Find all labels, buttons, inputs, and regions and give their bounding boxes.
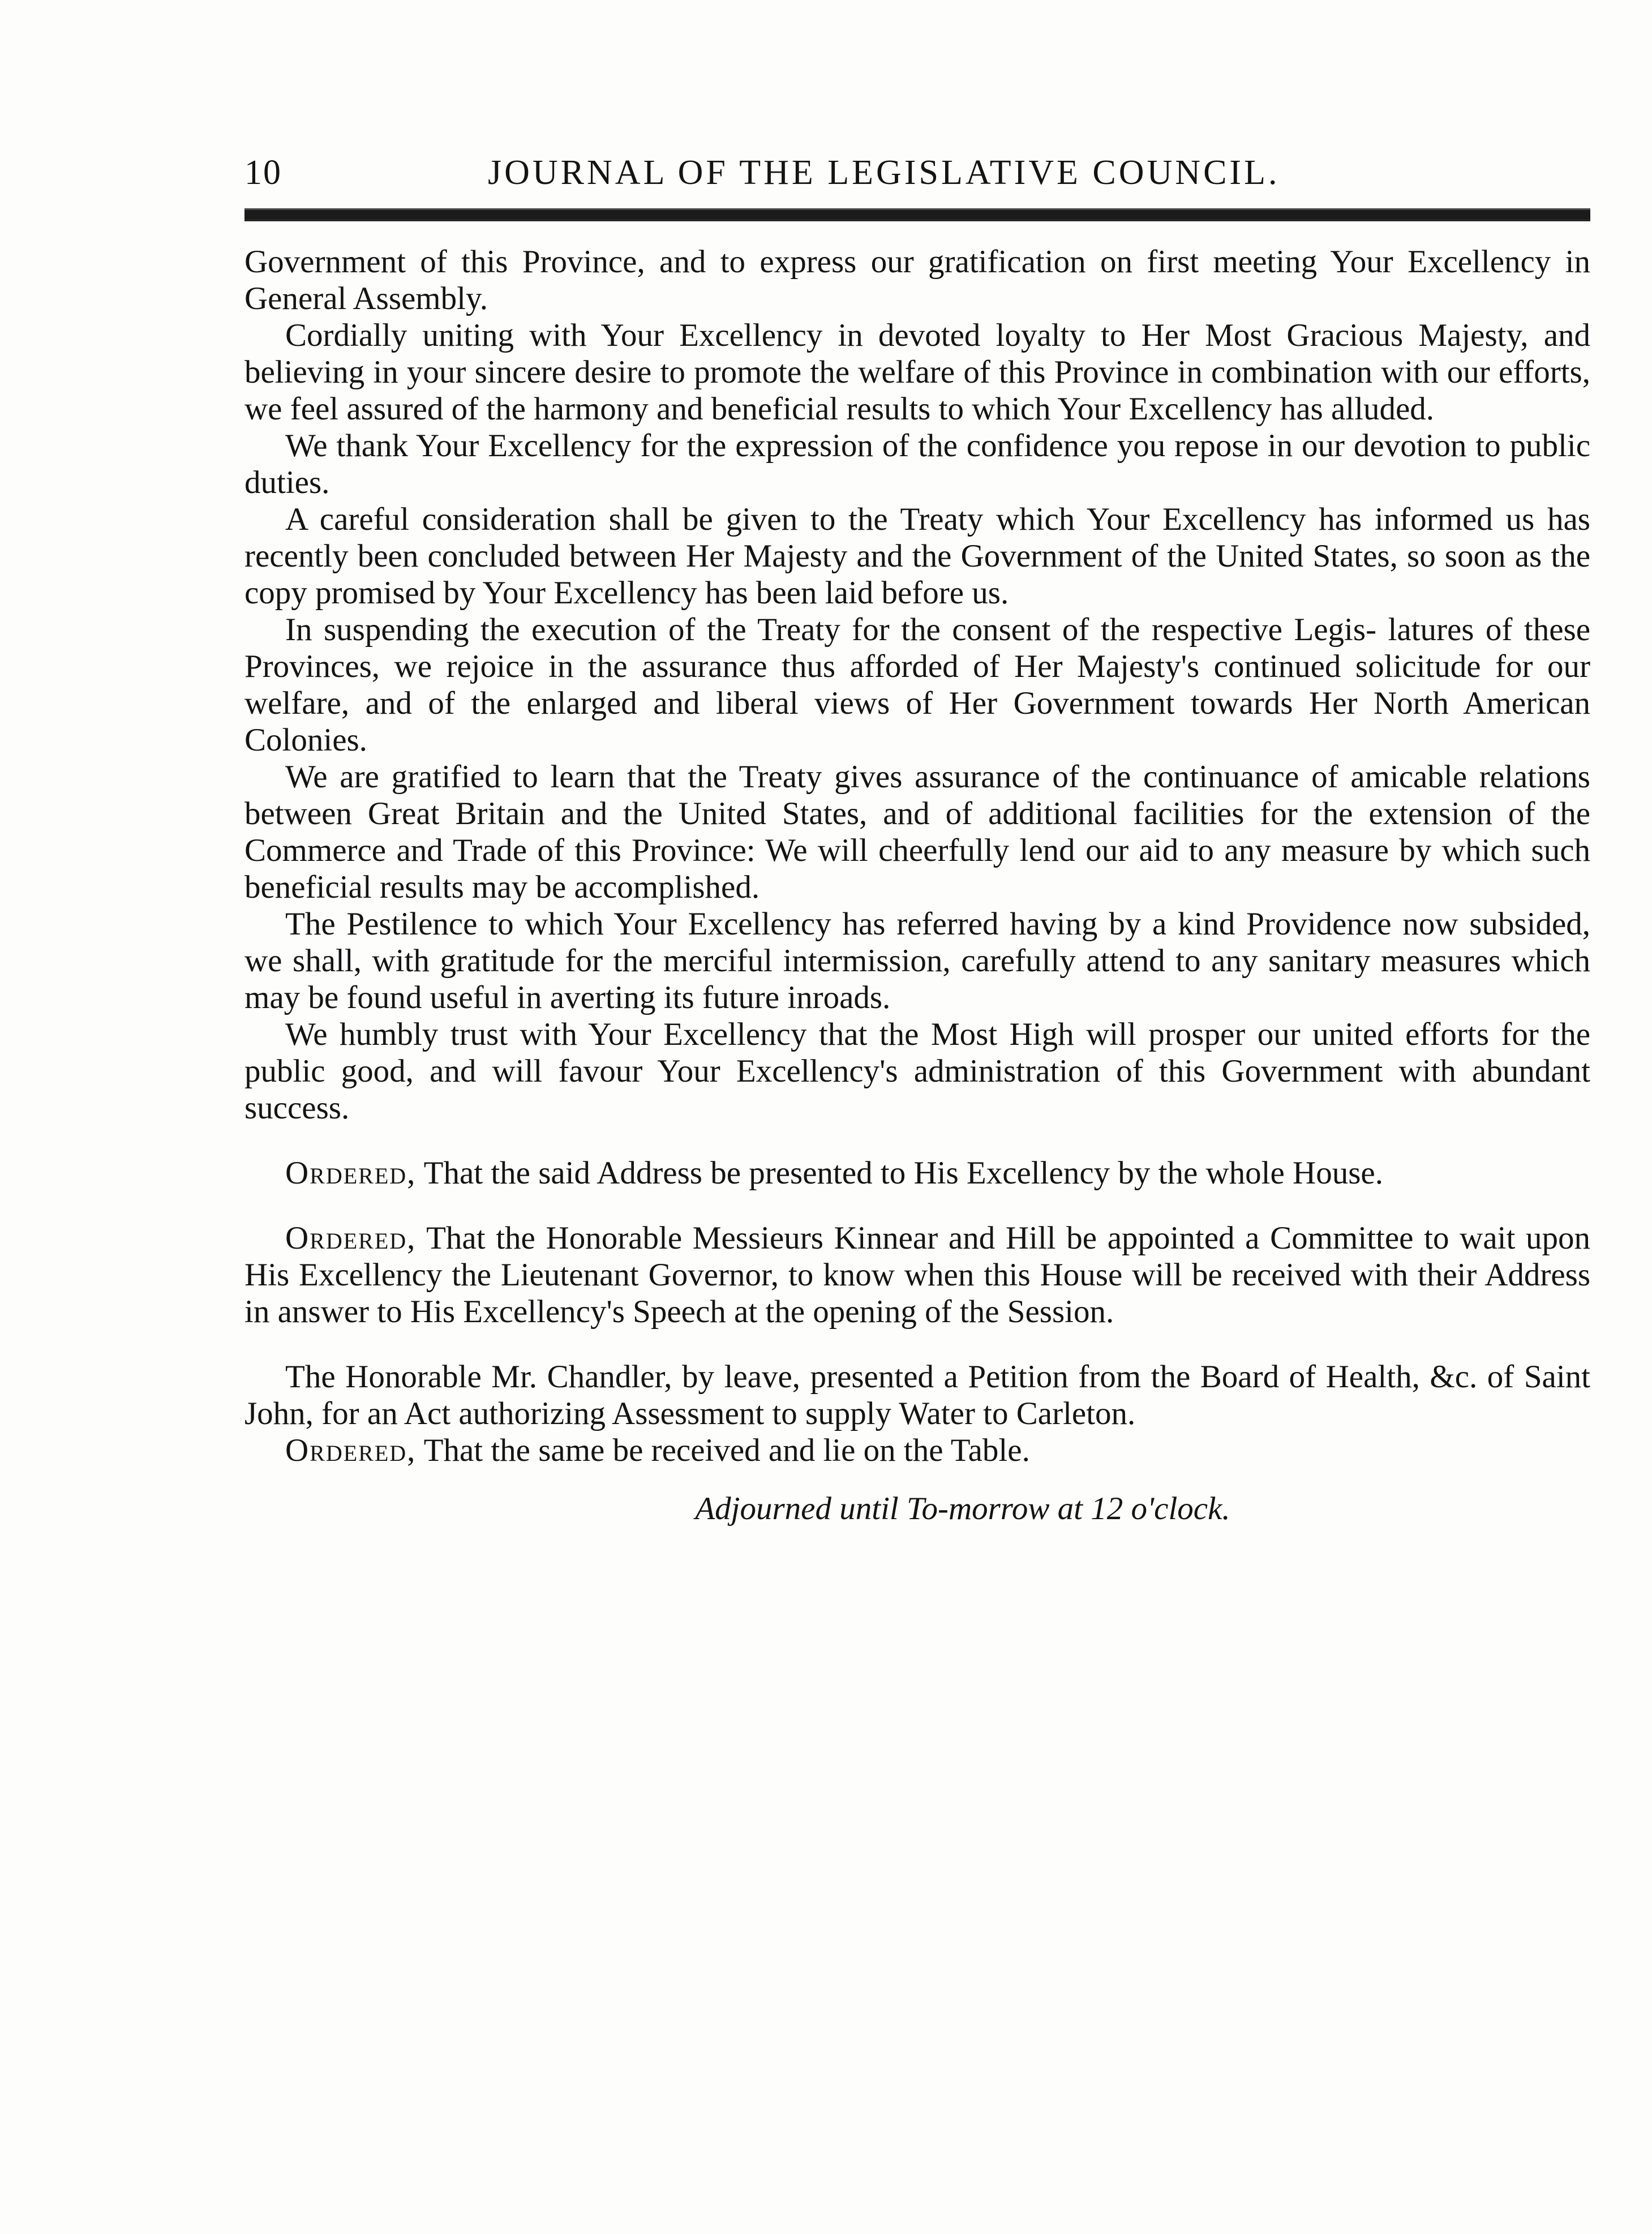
paragraph-continuation: Government of this Province, and to express our gratification on first meeting Your Excellency in General Assembly. (244, 244, 1590, 316)
order-text: That the Honorable Messieurs Kinnear and Hill be appointed a Committee to wait upon His Excellency the Lieutenant Governor, to know when this House will be received with their Address in answer to His Excellency's Speech at the opening of the Session. (244, 1220, 1590, 1330)
ordered-label: Ordered, (285, 1220, 417, 1256)
paragraph-pestilence: The Pestilence to which Your Excellency has referred having by a kind Providence now subsided, we shall, with gratitude for the merciful intermission, carefully attend to any sanitary measures which may be found useful in averting its future inroads. (244, 906, 1590, 1015)
page-header (244, 148, 1591, 205)
order-address-presented (244, 1155, 1590, 1191)
petition-entry: The Honorable Mr. Chandler, by leave, presented a Petition from the Board of Health, &c. of Saint John, for an Act authorizing Assessment to supply Water to Carleton. (244, 1359, 1590, 1431)
paragraph-thanks: We thank Your Excellency for the expression of the confidence you repose in our devotion to public duties. (244, 428, 1590, 500)
header-rule (244, 208, 1590, 221)
order-petition-received (244, 1432, 1590, 1469)
paragraph-treaty-consideration: A careful consideration shall be given to the Treaty which Your Excellency has informed us has recently been concluded between Her Majesty and the Government of the United States, so soon as the copy promised by Your Excellency has been laid before us. (244, 501, 1590, 611)
journal-body (244, 243, 1590, 1527)
order-text: That the same be received and lie on the Table. (416, 1433, 1030, 1468)
order-text: That the said Address be presented to His Excellency by the whole House. (416, 1155, 1383, 1191)
paragraph-closing: We humbly trust with Your Excellency that the Most High will prosper our united efforts for the public good, and will favour Your Excellency's administration of this Government with abundant success. (244, 1017, 1590, 1126)
paragraph-commerce: We are gratified to learn that the Treaty gives assurance of the continuance of amicable relations between Great Britain and the United States, and of additional facilities for the extension of the Commerce and Trade of this Province: We will cheerfully lend our aid to any measure by which such beneficial results may be accomplished. (244, 759, 1590, 905)
ordered-label: Ordered, (285, 1155, 417, 1191)
page-number: 10 (244, 153, 282, 192)
paragraph-treaty-suspension: In suspending the execution of the Treaty for the consent of the respective Legis- latures of these Provinces, we rejoice in the assurance thus afforded of Her Majesty's continued solicitude for our welfare, and of the enlarged and liberal views of Her Government towards Her North American Colonies. (244, 612, 1590, 758)
ordered-label: Ordered, (285, 1433, 417, 1468)
adjournment-notice: Adjourned until To-morrow at 12 o'clock. (695, 1491, 1230, 1527)
order-committee (244, 1220, 1590, 1330)
paragraph-loyalty: Cordially uniting with Your Excellency in devoted loyalty to Her Most Gracious Majesty, and believing in your sincere desire to promote the welfare of this Province in combination with our efforts, we feel assured of the harmony and beneficial results to which Your Excellency has alluded. (244, 318, 1590, 427)
running-title: JOURNAL OF THE LEGISLATIVE COUNCIL. (488, 153, 1280, 192)
